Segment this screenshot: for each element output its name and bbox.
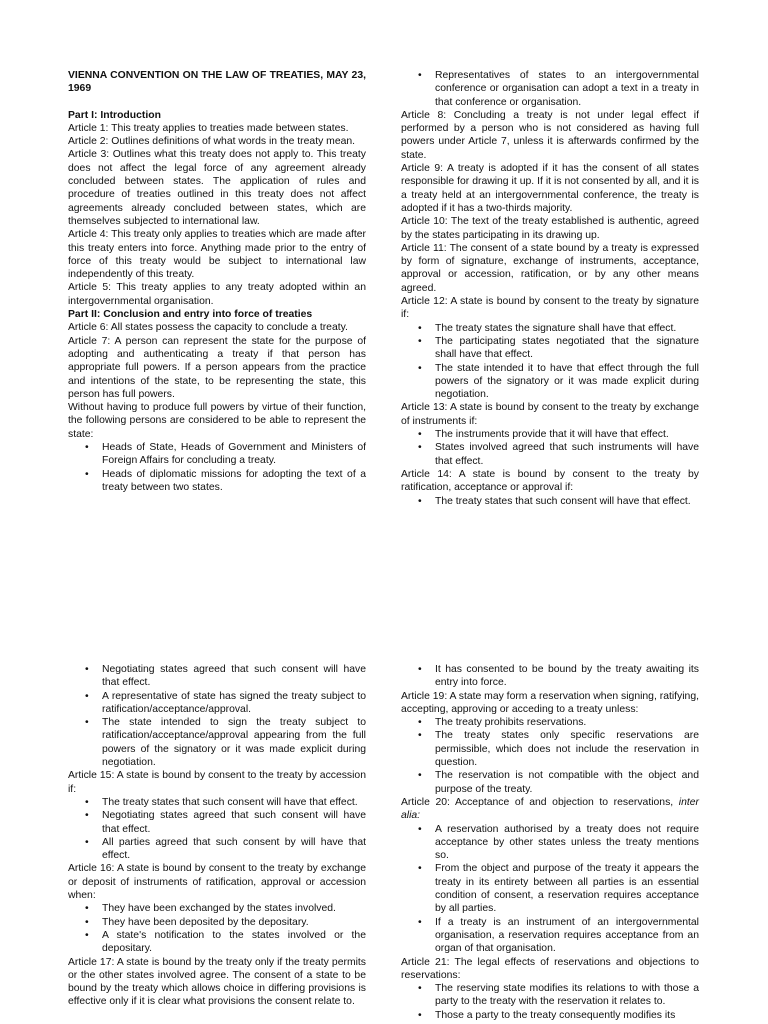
list-item: • From the object and purpose of the treaty it appears the treaty in its entirety between all parties is an essential condition of consent, a reservation requires acceptance by all parties. [418,863,699,915]
list-item: • Those a party to the treaty consequently modifies its [418,1009,676,1021]
bullet-icon: • [418,664,422,675]
bullet-icon: • [418,362,422,374]
column-top-left [68,69,366,494]
list-item: • The instruments provide that it will have that effect. [418,429,669,441]
list-item: • States involved agreed that such instruments will have that effect. [418,442,699,467]
article-20-italic: inter alia: [401,796,699,822]
list-item: • The reserving state modifies its relations to with those a party to the treaty with the reservation it relates to. [418,983,699,1008]
article-1: Article 1: This treaty applies to treaties made between states. [68,122,349,134]
bullet-list [68,902,366,955]
list-item: • A representative of state has signed the treaty subject to ratification/acceptance/approval. [85,690,366,715]
article-21: Article 21: The legal effects of reservations and objections to reservations: [401,956,699,981]
bullet-icon: • [418,717,422,729]
bullet-icon: • [418,322,422,334]
column-top-right [401,69,699,508]
bullet-icon: • [418,730,422,742]
bullet-list [401,663,699,690]
bullet-icon: • [418,823,422,835]
list-item: • All parties agreed that such consent by will have that effect. [85,836,366,862]
list-item: • They have been deposited by the depositary. [85,916,309,928]
bullet-icon: • [85,916,89,928]
article-2: Article 2: Outlines definitions of what words in the treaty mean. [68,136,356,148]
bullet-icon: • [418,70,422,81]
bullet-list [401,982,699,1022]
article-17: Article 17: A state is bound by the treaty only if the treaty permits or the other states involved agree. The consent of a state to be bound by the treaty which allows choice in differing provisions is effective only if it is clear what provisions the consent relate to. [68,956,366,1008]
bullet-icon: • [85,664,89,675]
article-3: Article 3: Outlines what this treaty does not apply to. This treaty does not affect the legal force of any agreement already concluded between states. The application of rules and procedure of treaties outlined in this treaty does not affect agreements already concluded between states, which are themselves subjected to international law. [68,149,366,227]
bullet-icon: • [85,468,89,480]
list-item: • Representatives of states to an intergovernmental conference or organisation can adopt a text in a treaty in that conference or organisation. [418,70,699,108]
list-item: • The reservation is not compatible with the object and purpose of the treaty. [418,770,699,795]
list-item: • Heads of State, Heads of Government and Ministers of Foreign Affairs for concluding a treaty. [85,442,366,467]
part2-heading: Part II: Conclusion and entry into force of treaties [68,309,313,321]
article-12: Article 12: A state is bound by consent to the treaty by signature if: [401,296,699,321]
bullet-icon: • [85,929,89,941]
list-item: • The state intended it to have that effect through the full powers of the signatory or it was made explicit during negotiation. [418,362,699,401]
article-20: Article 20: Acceptance of and objection to reservations, inter alia: [401,796,699,822]
list-item: • Negotiating states agreed that such consent will have that effect. [85,810,366,835]
list-item: • The treaty prohibits reservations. [418,717,587,729]
document-title: VIENNA CONVENTION ON THE LAW OF TREATIES, MAY 23, 1969 [68,70,366,95]
bullet-icon: • [418,495,422,507]
article-8: Article 8: Concluding a treaty is not under legal effect if performed by a person who is not considered as having full powers under Article 7, unless it is afterwards confirmed by the state. [401,109,699,161]
bullet-icon: • [418,335,422,347]
bullet-list [401,322,699,402]
article-7: Article 7: A person can represent the state for the purpose of adopting and authenticating a treaty if that person has appropriate full powers. If a person appears from the practice and intentions of the state, to be representing the state, this person has full powers. [68,335,366,400]
list-item: • A state's notification to the states involved or the depositary. [85,929,366,955]
bullet-icon: • [418,863,422,875]
bullet-icon: • [85,796,89,808]
bullet-icon: • [418,916,422,928]
article-5: Article 5: This treaty applies to any treaty adopted within an intergovernmental organisation. [68,282,366,307]
bullet-list [68,796,366,862]
bullet-list [401,716,699,796]
bullet-list [401,69,699,109]
article-13: Article 13: A state is bound by consent to the treaty by exchange of instruments if: [401,402,699,427]
bullet-list [68,663,366,769]
article-9: Article 9: A treaty is adopted if it has the consent of all states responsible for drawing it up. If it is not consented by all, and it is a treaty held at an intergovernmental conference, the treaty is adopted if it has a two-thirds majority. [401,163,699,214]
bullet-list [68,441,366,494]
article-11: Article 11: The consent of a state bound by a treaty is expressed by form of signature, exchange of instruments, acceptance, approval or accession, ratification, or by any other means agreed. [401,242,699,294]
bullet-list [401,823,699,956]
article-14: Article 14: A state is bound by consent to the treaty by ratification, acceptance or approval if: [401,468,699,494]
part1-heading: Part I: Introduction [68,109,161,121]
column-bottom-left [68,663,366,1009]
list-item: • Heads of diplomatic missions for adopting the text of a treaty between two states. [85,468,366,493]
list-item: • The treaty states the signature shall have that effect. [418,322,677,334]
bullet-icon: • [418,442,422,454]
bullet-icon: • [85,442,89,454]
list-item: • It has consented to be bound by the treaty awaiting its entry into force. [418,664,699,689]
article-4: Article 4: This treaty only applies to treaties which are made after this treaty enters into force. Anything made prior to the entry of force of this treaty would be subject to international law independently of this treaty. [68,229,366,281]
bullet-list [401,428,699,468]
list-item: • The treaty states only specific reservations are permissible, which does not include the reservation in question. [418,730,699,769]
list-item: • The treaty states that such consent will have that effect. [85,796,358,808]
list-item: • Negotiating states agreed that such consent will have that effect. [85,664,366,689]
bullet-icon: • [85,903,89,915]
article-10: Article 10: The text of the treaty established is authentic, agreed by the states participating in its drawing up. [401,216,699,241]
bullet-icon: • [85,690,89,702]
bullet-icon: • [418,1009,422,1021]
bullet-icon: • [418,429,422,441]
list-item: • The treaty states that such consent will have that effect. [418,495,691,507]
bullet-icon: • [85,810,89,822]
bullet-icon: • [85,717,89,729]
bullet-icon: • [418,983,422,995]
article-15: Article 15: A state is bound by consent to the treaty by accession if: [68,770,366,795]
list-item: • The participating states negotiated that the signature shall have that effect. [418,335,699,361]
column-bottom-right [401,663,699,1022]
list-item: • If a treaty is an instrument of an intergovernmental organisation, a reservation requires acceptance from an organ of that organisation. [418,916,699,955]
article-16: Article 16: A state is bound by consent to the treaty by exchange or deposit of instruments of ratification, approval or accession when: [68,863,366,902]
bullet-icon: • [418,770,422,782]
bullet-list [401,495,699,508]
list-item: • They have been exchanged by the states involved. [85,903,336,915]
article-7-continued: Without having to produce full powers by virtue of their function, the following persons are considered to be able to represent the state: [68,402,366,440]
bullet-icon: • [85,836,89,848]
article-19: Article 19: A state may form a reservation when signing, ratifying, accepting, approving or acceding to a treaty unless: [401,690,700,715]
article-6: Article 6: All states possess the capacity to conclude a treaty. [68,322,348,334]
list-item: • The state intended to sign the treaty subject to ratification/acceptance/approval appearing from the full powers of the signatory or it was made explicit during negotiation. [85,717,366,769]
list-item: • A reservation authorised by a treaty does not require acceptance by other states unless the treaty mentions so. [418,823,699,862]
